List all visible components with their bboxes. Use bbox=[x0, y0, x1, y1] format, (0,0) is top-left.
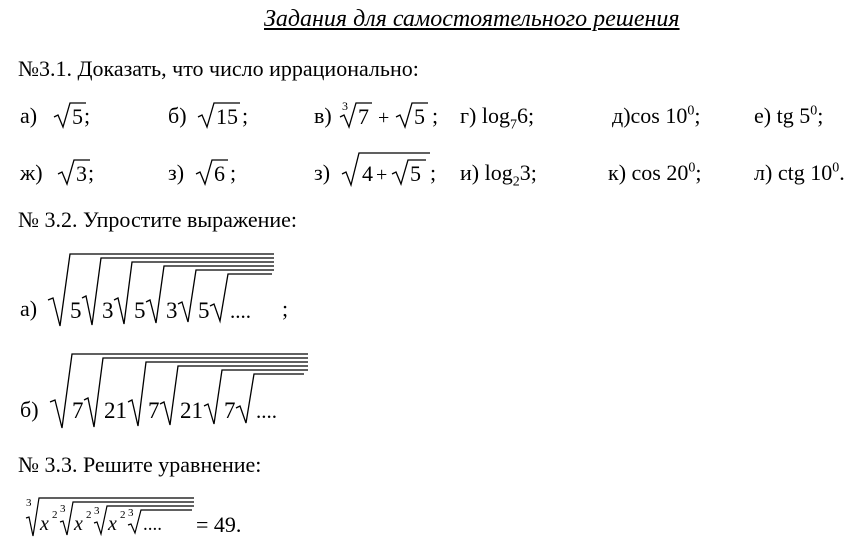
root-index: 3 bbox=[128, 507, 134, 519]
cos-text: cos 20 bbox=[631, 160, 689, 185]
item-e-tail: ; bbox=[817, 103, 824, 128]
base-x: x bbox=[40, 513, 49, 535]
sqrt-15-expression bbox=[196, 100, 249, 130]
base-x: x bbox=[74, 513, 83, 535]
item-k-label: к) bbox=[608, 160, 627, 185]
cbrt-index: 3 bbox=[342, 99, 348, 113]
item-a-label: а) bbox=[20, 103, 38, 128]
power: 2 bbox=[86, 509, 92, 521]
root-index: 3 bbox=[60, 503, 66, 515]
sqrt-6-radicand: 6 bbox=[214, 161, 225, 186]
log-arg: 3; bbox=[519, 160, 537, 185]
factor: 21 bbox=[104, 398, 127, 423]
factor: 3 bbox=[166, 298, 178, 323]
log-base: 7 bbox=[509, 117, 517, 133]
item-k-tail: ; bbox=[695, 160, 702, 185]
power: 2 bbox=[120, 509, 126, 521]
item-l-label: л) bbox=[754, 160, 773, 185]
plus-sign: + bbox=[376, 164, 388, 186]
cbrt-radicand: 7 bbox=[358, 104, 369, 129]
item-z2-label: з) bbox=[314, 160, 331, 185]
item-v-tail: ; bbox=[432, 103, 439, 128]
inner-4: 4 bbox=[362, 161, 373, 186]
factor: 21 bbox=[180, 398, 203, 423]
page-title: Задания для самостоятельного решения bbox=[264, 6, 680, 32]
nested-radical-b bbox=[48, 350, 318, 430]
item-b-tail: ; bbox=[242, 103, 249, 128]
sqrt-radicand: 5 bbox=[414, 104, 425, 129]
item-3-2-b-label: б) bbox=[20, 397, 39, 422]
root-index: 3 bbox=[94, 505, 100, 517]
item-e-label: е) bbox=[754, 103, 772, 128]
ctg-text: ctg 10 bbox=[777, 160, 833, 185]
sqrt-4-plus-sqrt-5-expression bbox=[340, 150, 440, 188]
item-i bbox=[460, 160, 537, 190]
ellipsis: .... bbox=[143, 514, 162, 535]
item-v-label: в) bbox=[314, 103, 332, 128]
item-g-label: г) bbox=[460, 103, 477, 128]
item-b-label: б) bbox=[168, 103, 187, 128]
problem-3-2-heading: № 3.2. Упростите выражение: bbox=[18, 207, 298, 232]
item-i-label: и) bbox=[460, 160, 480, 185]
item-3-2-a-label: а) bbox=[20, 296, 38, 321]
log-text: log bbox=[481, 103, 510, 128]
item-d bbox=[612, 103, 700, 129]
ellipsis: .... bbox=[256, 399, 277, 423]
inner-5: 5 bbox=[410, 161, 421, 186]
degree-sup: 0 bbox=[687, 103, 695, 119]
tg-text: tg 5 bbox=[776, 103, 811, 128]
ellipsis: .... bbox=[230, 299, 251, 323]
sqrt-6-expression bbox=[194, 157, 237, 187]
factor: 3 bbox=[102, 298, 114, 323]
item-l-tail: . bbox=[839, 160, 845, 185]
plus-sign: + bbox=[378, 107, 390, 129]
log-arg: 6; bbox=[516, 103, 535, 128]
degree-sup: 0 bbox=[810, 103, 818, 119]
item-k bbox=[608, 160, 701, 186]
equation-rhs: = 49. bbox=[196, 512, 242, 537]
problem-3-1-heading: №3.1. Доказать, что число иррационально: bbox=[18, 56, 419, 81]
sqrt-3-radicand: 3 bbox=[76, 161, 87, 186]
factor: 5 bbox=[134, 298, 146, 323]
item-zh-tail: ; bbox=[88, 160, 95, 185]
item-g bbox=[460, 103, 534, 133]
degree-sup: 0 bbox=[832, 160, 840, 176]
sqrt-15-radicand: 15 bbox=[216, 104, 238, 129]
power: 2 bbox=[52, 509, 58, 521]
item-3-2-a-tail: ; bbox=[282, 296, 289, 321]
item-z-label: з) bbox=[168, 160, 185, 185]
problem-3-3-heading: № 3.3. Решите уравнение: bbox=[18, 452, 262, 477]
factor: 7 bbox=[148, 398, 160, 423]
sqrt-5-radicand: 5 bbox=[72, 104, 83, 129]
item-e bbox=[754, 103, 823, 129]
root-index: 3 bbox=[26, 497, 32, 509]
factor: 5 bbox=[198, 298, 210, 323]
item-zh-label: ж) bbox=[20, 160, 43, 185]
item-a-tail: ; bbox=[84, 103, 91, 128]
factor: 7 bbox=[224, 398, 236, 423]
cos-text: cos 10 bbox=[630, 103, 688, 128]
item-z-tail: ; bbox=[230, 160, 237, 185]
item-d-label: д) bbox=[612, 103, 631, 128]
log-text: log bbox=[484, 160, 513, 185]
base-x: x bbox=[108, 513, 117, 535]
item-d-tail: ; bbox=[694, 103, 701, 128]
factor: 5 bbox=[70, 298, 82, 323]
nested-cube-root-equation bbox=[24, 492, 274, 538]
degree-sup: 0 bbox=[688, 160, 696, 176]
factor: 7 bbox=[72, 398, 84, 423]
nested-radical-a bbox=[46, 248, 306, 328]
item-l bbox=[754, 160, 845, 186]
item-z2-tail: ; bbox=[430, 160, 437, 185]
log-base: 2 bbox=[512, 174, 520, 190]
